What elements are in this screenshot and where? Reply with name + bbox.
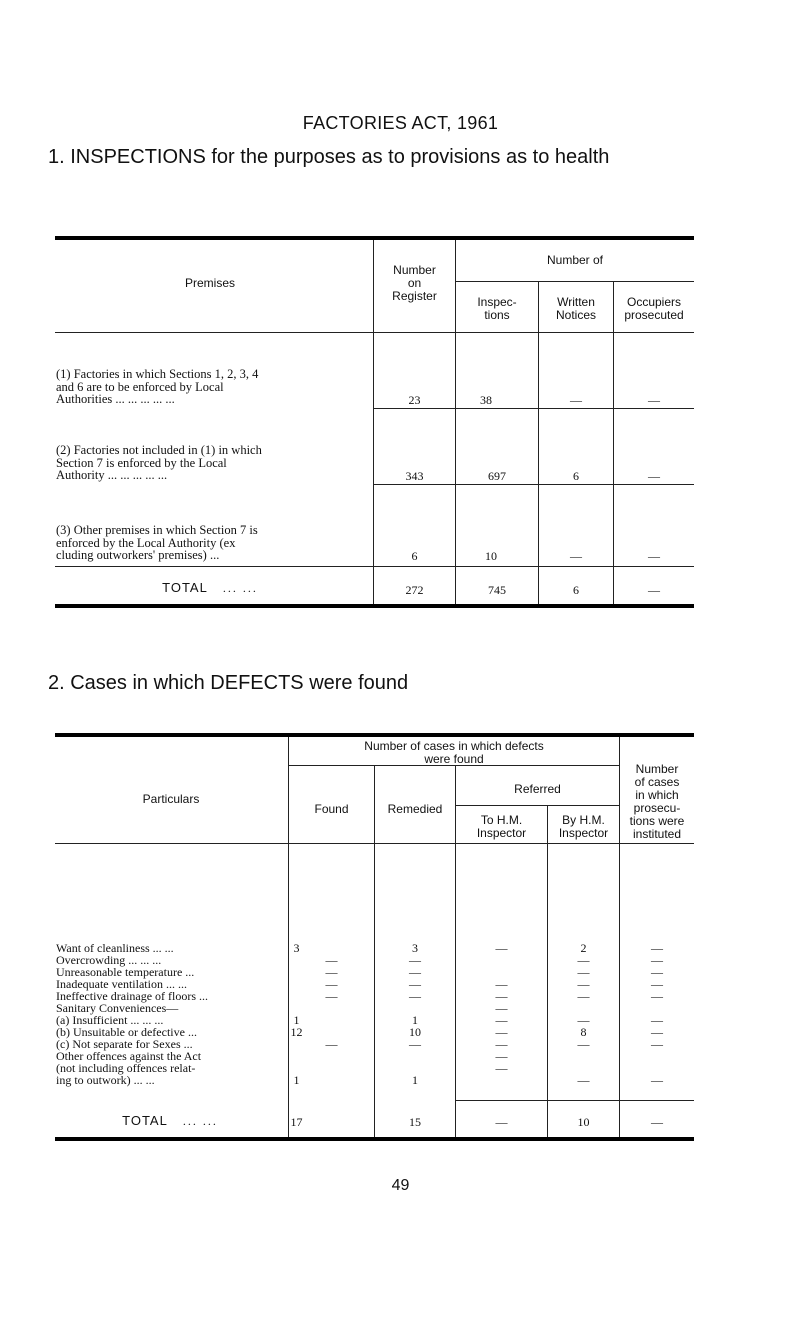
table-row: [0, 1074, 801, 1086]
section-1-heading: 1. INSPECTIONS for the purposes as to provisions as to health: [48, 146, 610, 168]
header-prosecutions: Number of cases in which prosecu- tions were instituted: [629, 762, 685, 841]
cell-prosecutions: —: [651, 1013, 663, 1027]
header-rule: [55, 843, 694, 844]
row-label: (1) Factories in which Sections 1, 2, 3, 4 and 6 are to be enforced by Local Authorities ... ... ... ... ...: [56, 367, 259, 406]
section-2-heading: 2. Cases in which DEFECTS were found: [48, 672, 409, 694]
cell-remedied: 1: [412, 1073, 418, 1087]
cell-prosecutions: —: [651, 1025, 663, 1039]
header-rule: [55, 332, 694, 333]
table-top-rule: [55, 236, 694, 240]
cell-register: 6: [411, 549, 418, 563]
cell-by-hm: —: [577, 1073, 590, 1087]
cell-remedied: —: [409, 965, 421, 979]
total-row-label: TOTAL ... ...: [122, 1113, 218, 1128]
total-register: 272: [405, 583, 424, 597]
header-inspections: Inspec- tions: [477, 295, 517, 322]
header-number-of-cases: Number of cases in which defects were found: [364, 739, 544, 766]
cell-to-hm: —: [495, 1013, 508, 1027]
cell-found: —: [325, 1037, 338, 1051]
cell-by-hm: 8: [580, 1025, 587, 1039]
cell-prosecutions: —: [651, 989, 663, 1003]
header-notices: Written Notices: [555, 295, 596, 322]
cell-remedied: —: [409, 953, 421, 967]
cell-found: 3: [293, 941, 300, 955]
cell-remedied: —: [409, 989, 421, 1003]
row-rule: [55, 566, 694, 567]
total-prosecuted: —: [648, 583, 660, 597]
cell-found: —: [325, 977, 338, 991]
cell-notices: —: [570, 549, 582, 563]
row-label: Unreasonable temperature ...: [56, 965, 195, 979]
cell-by-hm: 2: [580, 941, 587, 955]
cell-by-hm: —: [577, 953, 590, 967]
cell-found: 1: [293, 1013, 300, 1027]
row-label: (a) Insufficient ... ... ...: [56, 1013, 164, 1027]
row-label: (3) Other premises in which Section 7 is enforced by the Local Authority (ex cluding outworkers' premises) ...: [56, 523, 258, 562]
cell-to-hm: —: [495, 1049, 508, 1063]
cell-remedied: —: [409, 977, 421, 991]
header-subrule: [455, 805, 619, 806]
header-by-hm-inspector: By H.M. Inspector: [558, 813, 609, 840]
total-to-hm: —: [495, 1115, 508, 1129]
row-label: ing to outwork) ... ...: [56, 1073, 155, 1087]
total-rule: [455, 1100, 694, 1101]
cell-inspections: 697: [488, 469, 506, 483]
cell-to-hm: —: [495, 1037, 508, 1051]
row-label: Want of cleanliness ... ...: [56, 941, 174, 955]
cell-found: —: [325, 989, 338, 1003]
header-number-of: Number of: [546, 253, 604, 267]
cell-to-hm: —: [495, 989, 508, 1003]
total-row-label: TOTAL ... ...: [162, 580, 258, 595]
header-remedied: Remedied: [387, 802, 443, 816]
total-inspections: 745: [488, 583, 506, 597]
cell-inspections: 10: [485, 549, 497, 563]
cell-found: —: [325, 965, 338, 979]
header-found: Found: [314, 802, 349, 816]
cell-to-hm: —: [495, 1025, 508, 1039]
cell-by-hm: —: [577, 989, 590, 1003]
cell-by-hm: —: [577, 1037, 590, 1051]
total-prosecutions: —: [651, 1115, 663, 1129]
page-title: FACTORIES ACT, 1961: [302, 113, 499, 133]
cell-found: 1: [293, 1073, 300, 1087]
header-register: Number on Register: [392, 263, 437, 303]
cell-to-hm: —: [495, 941, 508, 955]
cell-to-hm: —: [495, 1001, 508, 1015]
total-notices: 6: [573, 583, 579, 597]
cell-notices: 6: [573, 469, 579, 483]
cell-prosecuted: —: [648, 549, 660, 563]
total-found: 17: [290, 1115, 303, 1129]
row-label: Other offences against the Act: [56, 1049, 202, 1063]
cell-by-hm: —: [577, 1013, 590, 1027]
header-to-hm-inspector: To H.M. Inspector: [476, 813, 527, 840]
header-premises: Premises: [184, 276, 235, 290]
row-label: Overcrowding ... ... ...: [56, 953, 162, 967]
cell-notices: —: [570, 393, 582, 407]
cell-remedied: 1: [412, 1013, 418, 1027]
cell-register: 343: [405, 469, 424, 483]
cell-remedied: —: [409, 1037, 421, 1051]
header-subrule: [455, 281, 694, 282]
cell-prosecutions: —: [651, 941, 663, 955]
cell-prosecutions: —: [651, 1073, 663, 1087]
header-prosecuted: Occupiers prosecuted: [624, 295, 684, 322]
cell-remedied: 10: [409, 1025, 421, 1039]
row-rule: [373, 484, 694, 485]
row-label: (c) Not separate for Sexes ...: [56, 1037, 193, 1051]
row-label: Sanitary Conveniences—: [56, 1001, 179, 1015]
cell-inspections: 38: [480, 393, 492, 407]
header-referred: Referred: [514, 782, 561, 796]
cell-prosecutions: —: [651, 977, 663, 991]
cell-prosecuted: —: [648, 393, 660, 407]
cell-found: —: [325, 953, 338, 967]
row-label: Inadequate ventilation ... ...: [56, 977, 187, 991]
row-label: (2) Factories not included in (1) in which Section 7 is enforced by the Local Authority ... ... ... ... ...: [56, 443, 262, 482]
cell-prosecutions: —: [651, 965, 663, 979]
table-bottom-rule: [55, 604, 694, 608]
row-label: Ineffective drainage of floors ...: [56, 989, 209, 1003]
cell-register: 23: [408, 393, 421, 407]
header-particulars: Particulars: [142, 792, 200, 806]
cell-to-hm: —: [495, 977, 508, 991]
cell-remedied: 3: [412, 941, 418, 955]
table-top-rule: [55, 733, 694, 737]
cell-found: 12: [290, 1025, 303, 1039]
page-number: 49: [391, 1177, 410, 1194]
cell-by-hm: —: [577, 977, 590, 991]
cell-prosecutions: —: [651, 1037, 663, 1051]
cell-prosecuted: —: [648, 469, 660, 483]
table-bottom-rule: [55, 1137, 694, 1141]
cell-prosecutions: —: [651, 953, 663, 967]
row-label: (not including offences relat-: [56, 1061, 196, 1075]
cell-to-hm: —: [495, 1061, 508, 1075]
total-by-hm: 10: [577, 1115, 590, 1129]
row-rule: [373, 408, 694, 409]
row-label: (b) Unsuitable or defective ...: [56, 1025, 197, 1039]
cell-by-hm: —: [577, 965, 590, 979]
total-remedied: 15: [409, 1115, 421, 1129]
